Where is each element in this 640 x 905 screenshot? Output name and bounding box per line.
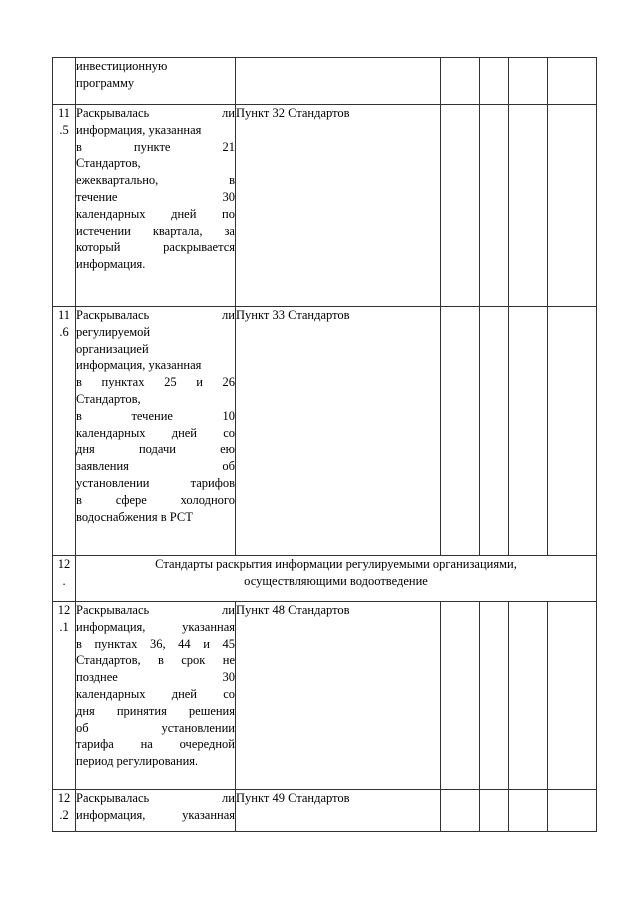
description-line: информация, указанная [76,358,202,373]
answer-cell [509,58,548,105]
description-line: период регулирования. [76,754,199,769]
answer-cell [548,307,597,556]
description-line: организацией [76,341,149,356]
description-line: информация, указанная [76,122,202,137]
answer-cell [441,602,480,790]
row-number-part: .1 [59,619,69,634]
answer-cell [548,790,597,832]
table-row [53,602,597,790]
description-line: водоснабжения в РСТ [76,509,193,524]
table-row [53,105,597,307]
answer-cell [441,307,480,556]
description-line: дня принятия решения [76,703,235,718]
description-line: в пунктах 25 и 26 [76,375,235,390]
compliance-table [52,57,597,832]
answer-cell [509,105,548,307]
answer-cell [548,58,597,105]
answer-cell [548,602,597,790]
answer-cell [441,58,480,105]
legal-reference [236,58,441,105]
row-number-part: .6 [59,324,69,339]
row-number-part: . [62,573,66,588]
row-number-part: 12 [57,557,71,571]
description-line: программу [76,75,135,90]
row-number-part: 12 [57,791,71,805]
row-number [53,307,76,556]
row-number-part: .2 [59,807,69,822]
description-line: календарных дней по [76,206,235,221]
row-number [53,790,76,832]
legal-reference: Пункт 33 Стандартов [236,307,441,556]
description-line: инвестиционную [76,59,168,73]
description-line: Стандартов, в срок не [76,653,235,668]
legal-reference: Пункт 32 Стандартов [236,105,441,307]
description-line: календарных дней со [76,425,235,440]
description-line: дня подачи ею [76,442,235,457]
description-line: истечении квартала, за [76,223,235,238]
description-line: в сфере холодного [76,492,235,507]
description-line: заявления об [76,459,235,474]
legal-reference: Пункт 49 Стандартов [236,790,441,832]
description-line: Раскрывалась ли [76,603,235,617]
description-line: информация, указанная [76,807,235,822]
row-number [53,556,76,602]
description-line: Раскрывалась ли [76,791,235,805]
description-line: регулируемой [76,324,151,339]
requirement-description [76,105,236,307]
description-line: установлении тарифов [76,475,235,490]
answer-cell [480,790,509,832]
answer-cell [509,790,548,832]
description-line: позднее 30 [76,670,235,685]
row-number-part: 11 [57,106,71,120]
description-line: информация, указанная [76,619,235,634]
answer-cell [548,105,597,307]
table-row [53,790,597,832]
section-heading [76,556,597,602]
table-row [53,556,597,602]
description-line: Стандартов, [76,156,141,171]
answer-cell [441,105,480,307]
requirement-description [76,602,236,790]
description-line: который раскрывается [76,240,235,255]
row-number-part: 11 [57,308,71,322]
answer-cell [441,790,480,832]
row-number [53,105,76,307]
row-number-part: .5 [59,122,69,137]
description-line: в течение 10 [76,408,235,423]
description-line: информация. [76,257,146,272]
requirement-description [76,790,236,832]
requirement-description [76,58,236,105]
description-line: в пункте 21 [76,139,235,154]
answer-cell [509,602,548,790]
description-line: календарных дней со [76,686,235,701]
description-line: течение 30 [76,189,235,204]
description-line: ежеквартально, в [76,173,235,188]
description-line: Раскрывалась ли [76,308,235,322]
answer-cell [480,105,509,307]
answer-cell [480,58,509,105]
answer-cell [509,307,548,556]
row-number-part: 12 [57,603,71,617]
legal-reference: Пункт 48 Стандартов [236,602,441,790]
row-number [53,602,76,790]
description-line: тарифа на очередной [76,737,235,752]
table-row [53,307,597,556]
description-line: в пунктах 36, 44 и 45 [76,636,235,651]
heading-line: осуществляющими водоотведение [244,573,428,588]
heading-line: Стандарты раскрытия информации регулируемыми организациями, [155,557,517,571]
requirement-description [76,307,236,556]
description-line: Раскрывалась ли [76,106,235,120]
description-line: об установлении [76,720,235,735]
answer-cell [480,307,509,556]
description-line: Стандартов, [76,391,141,406]
table-row [53,58,597,105]
row-number [53,58,76,105]
answer-cell [480,602,509,790]
